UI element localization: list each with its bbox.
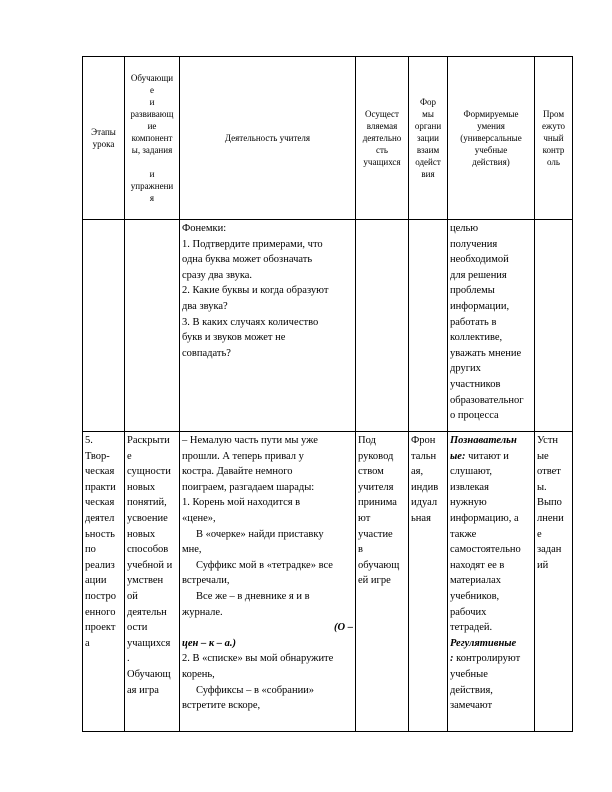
cell-text-line: ством [358, 466, 384, 478]
cell-text-line: контр [542, 145, 565, 155]
row2-content [125, 432, 180, 732]
skills-line [450, 449, 532, 465]
header-skills [448, 57, 535, 220]
teacher-line: Суффиксы – в «собрании» [196, 684, 315, 696]
cell-text-line: умствен [127, 575, 164, 587]
cell-text-line: зации [417, 133, 439, 143]
cell-text-line: два звука? [182, 300, 228, 312]
cell-text-line: и [149, 97, 155, 107]
cell-text-line: ации [85, 575, 107, 587]
teacher-line: 2. В «списке» вы мой обнаружите [182, 653, 334, 665]
cell-text-line: усвоение [127, 512, 168, 524]
table-row-creative-stage [83, 432, 573, 732]
cell-text-line: Формируемые [463, 109, 519, 119]
teacher-line: поиграем, разгадаем шарады: [182, 481, 315, 493]
cell-text-line: букв и звуков может не [182, 332, 286, 344]
cell-text-line: ьность [85, 528, 115, 540]
cell-text-line: Пром [542, 109, 565, 119]
cell-text-line: ий [537, 559, 549, 571]
cell-text-line: понятий, [127, 497, 167, 509]
teacher-line: Суффикс мой в «тетрадке» все [196, 559, 333, 571]
cell-text-line: енного [85, 606, 116, 618]
cell-text-line: 2. Какие буквы и когда образуют [182, 285, 329, 297]
cell-text-line: для решения [450, 269, 507, 281]
skills-line: нужную [450, 497, 487, 509]
cognitive-label-end: ые: [450, 450, 466, 462]
row1-content [125, 220, 180, 432]
cell-text-line: участие [358, 528, 393, 540]
cell-text-line: необходимой [450, 254, 509, 266]
row1-stage [83, 220, 125, 432]
cell-text-line: ческая [85, 497, 115, 509]
cell-text-line: руковод [358, 450, 394, 462]
cell-text-line: реализ [85, 559, 115, 571]
cell-text-line: е [537, 528, 542, 540]
cell-text-line: учащихся [127, 637, 171, 649]
row1-forms [409, 220, 448, 432]
header-student [356, 57, 409, 220]
cell-text-line: получения [450, 238, 498, 250]
skills-line: замечают [450, 700, 493, 712]
cell-text-line: компонент [131, 133, 173, 143]
cell-text-line: оль [547, 157, 560, 167]
header-control [535, 57, 573, 220]
skills-line [450, 636, 532, 652]
cell-text-line: Под [358, 435, 376, 446]
teacher-line: костра. Давайте немного [182, 466, 293, 478]
cell-text-line: учителя [358, 481, 394, 493]
cell-text-line: Обучающи [130, 73, 174, 83]
cell-text-line: мы [422, 109, 434, 119]
cell-text-line: ответ [537, 466, 561, 478]
cell-text-line: сущности [127, 466, 171, 478]
row2-skills [448, 432, 535, 732]
cell-text-line: е [127, 450, 132, 462]
cell-text-line: новых [127, 481, 156, 493]
skills-line: действия, [450, 684, 493, 696]
teacher-line: В «очерке» найди приставку [196, 528, 324, 540]
riddle-answer: цен – к – а.) [182, 637, 237, 649]
row1-control [535, 220, 573, 432]
teacher-line: – Немалую часть пути мы уже [182, 435, 318, 446]
skills-line: рабочих [450, 606, 487, 618]
cell-text-line: ческая [85, 466, 115, 478]
cell-text-line: целью [450, 223, 479, 234]
cell-text-line: учебной и [127, 559, 173, 571]
cell-text-line: ежуто [541, 121, 566, 131]
cell-text-line: деятельн [127, 606, 167, 618]
cell-text-line: учебные [474, 145, 508, 155]
cell-text-line: взаим [416, 145, 440, 155]
cell-text-line: Фонемки: [182, 223, 227, 234]
teacher-line: корень, [182, 668, 215, 680]
cell-text-line: ая игра [127, 684, 159, 696]
cell-text-line: чный [543, 133, 564, 143]
skills-line: находят ее в [450, 559, 505, 571]
cell-text-line: и [149, 169, 155, 179]
cell-text-line: участников [450, 378, 501, 390]
cell-text-line: других [450, 363, 481, 375]
row2-student [356, 432, 409, 732]
header-stages [83, 57, 125, 220]
lesson-table [82, 56, 573, 732]
cell-text-line: ют [358, 512, 371, 524]
cell-text-line: одна буква может обозначать [182, 254, 313, 266]
skills-text: контролируют [453, 653, 521, 665]
teacher-line: встретите вскоре, [182, 700, 261, 712]
teacher-line: Все же – в дневнике я и в [196, 590, 310, 602]
cell-text-line: 3. В каких случаях количество [182, 316, 319, 328]
regulatory-label: Регулятивные [450, 637, 517, 649]
cell-text-line [126, 156, 178, 168]
cell-text-line: по [85, 544, 96, 556]
table-row-continuation [83, 220, 573, 432]
cell-text-line: ая, [411, 466, 424, 478]
cell-text-line: идуал [411, 497, 438, 509]
row2-stage [83, 432, 125, 732]
riddle-answer: (О – [334, 622, 353, 634]
cell-text-line: ие [147, 121, 157, 131]
cell-text-line: умения [477, 121, 505, 131]
cell-text-line: Этапы [91, 127, 116, 137]
cell-text-line: учащихся [363, 157, 401, 167]
teacher-line: «цене», [182, 512, 216, 524]
teacher-line: встречали, [182, 575, 230, 587]
cell-text-line: урока [92, 139, 115, 149]
teacher-line: журнале. [182, 606, 223, 618]
cell-text-line: 1. Подтвердите примерами, что [182, 238, 323, 250]
header-forms [409, 57, 448, 220]
cell-text-line: уважать мнение [450, 347, 522, 359]
cell-text-line: практи [85, 481, 116, 493]
skills-line: материалах [450, 575, 501, 587]
row1-teacher [180, 220, 356, 432]
cell-text-line: проект [85, 622, 116, 634]
cell-text-line: коллективе, [450, 332, 503, 344]
skills-text: читают и [465, 450, 509, 462]
cell-text-line: (универсальные [460, 133, 522, 143]
cell-text-line: органи [414, 121, 442, 131]
cell-text-line: лнени [537, 512, 564, 524]
cell-text-line: ы. [537, 481, 547, 493]
cell-text-line: действия) [472, 157, 510, 167]
cell-text-line: . [127, 653, 130, 665]
cell-text-line: ые [537, 450, 549, 462]
header-row [83, 57, 573, 220]
teacher-line: 1. Корень мой находится в [182, 497, 301, 509]
cell-text-line: развивающ [130, 109, 174, 119]
skills-line [450, 433, 532, 449]
cell-text-line: 5. [85, 435, 93, 446]
cell-text-line: упражнени [130, 181, 174, 191]
cell-text-line: новых [127, 528, 156, 540]
cell-text-line: способов [127, 544, 169, 556]
cell-text-line: ьная [411, 512, 431, 524]
skills-line: тетрадей. [450, 622, 493, 634]
row1-student [356, 220, 409, 432]
cell-text-line: а [85, 637, 90, 649]
cell-text-line: постро [85, 590, 117, 602]
cell-text-line: Осущест [365, 109, 399, 119]
cell-text-line: одейст [415, 157, 441, 167]
cell-text-line: Фор [419, 97, 437, 107]
regulatory-label-end: : [450, 653, 454, 665]
cell-text-line: сть [375, 145, 389, 155]
cell-text-line: принима [358, 497, 397, 509]
cell-text-line: Фрон [411, 435, 436, 446]
skills-line: самостоятельно [450, 544, 521, 556]
cell-text-line: в [358, 544, 363, 556]
cell-text-line: Выпо [537, 497, 562, 509]
cell-text-line: Деятельность учителя [224, 133, 311, 143]
cell-text-line: проблемы [450, 285, 495, 297]
row2-control [535, 432, 573, 732]
skills-line [450, 651, 532, 667]
cell-text-line: ой [127, 590, 138, 602]
cell-text-line: работать в [450, 316, 497, 328]
header-teacher [180, 57, 356, 220]
cell-text-line: вляемая [366, 121, 398, 131]
cell-text-line: Раскрыти [127, 435, 170, 446]
skills-line: информацию, а [450, 512, 519, 524]
cell-text-line: ости [127, 622, 148, 634]
teacher-line: прошли. А теперь привал у [182, 450, 304, 462]
cell-text-line: образовательног [450, 394, 524, 406]
cell-text-line: вия [421, 169, 435, 179]
cell-text-line: задан [537, 544, 562, 556]
cognitive-label: Познавательн [450, 435, 517, 446]
cell-text-line: Твор- [85, 450, 110, 462]
header-content [125, 57, 180, 220]
cell-text-line: индив [411, 481, 439, 493]
skills-line: также [450, 528, 477, 540]
row2-forms [409, 432, 448, 732]
cell-text-line: совпадать? [182, 347, 231, 359]
row1-skills [448, 220, 535, 432]
cell-text-line: сразу два звука. [182, 269, 253, 281]
skills-line: учебные [450, 668, 488, 680]
cell-text-line: Устн [537, 435, 559, 446]
cell-text-line: е [150, 85, 154, 95]
row2-teacher [180, 432, 356, 732]
cell-text-line: деятел [85, 512, 115, 524]
teacher-line: мне, [182, 544, 202, 556]
skills-line: учебников, [450, 590, 500, 602]
cell-text-line: ы, задания [131, 145, 173, 155]
cell-text-line: я [149, 193, 155, 203]
cell-text-line: ей игре [358, 575, 391, 587]
cell-text-line: о процесса [450, 410, 499, 422]
cell-text-line: информации, [450, 300, 510, 312]
skills-line: слушают, [450, 466, 493, 478]
skills-line: извлекая [450, 481, 489, 493]
cell-text-line: деятельно [362, 133, 402, 143]
cell-text-line: обучающ [358, 559, 400, 571]
cell-text-line: тальн [411, 450, 437, 462]
cell-text-line: Обучающ [127, 668, 171, 680]
